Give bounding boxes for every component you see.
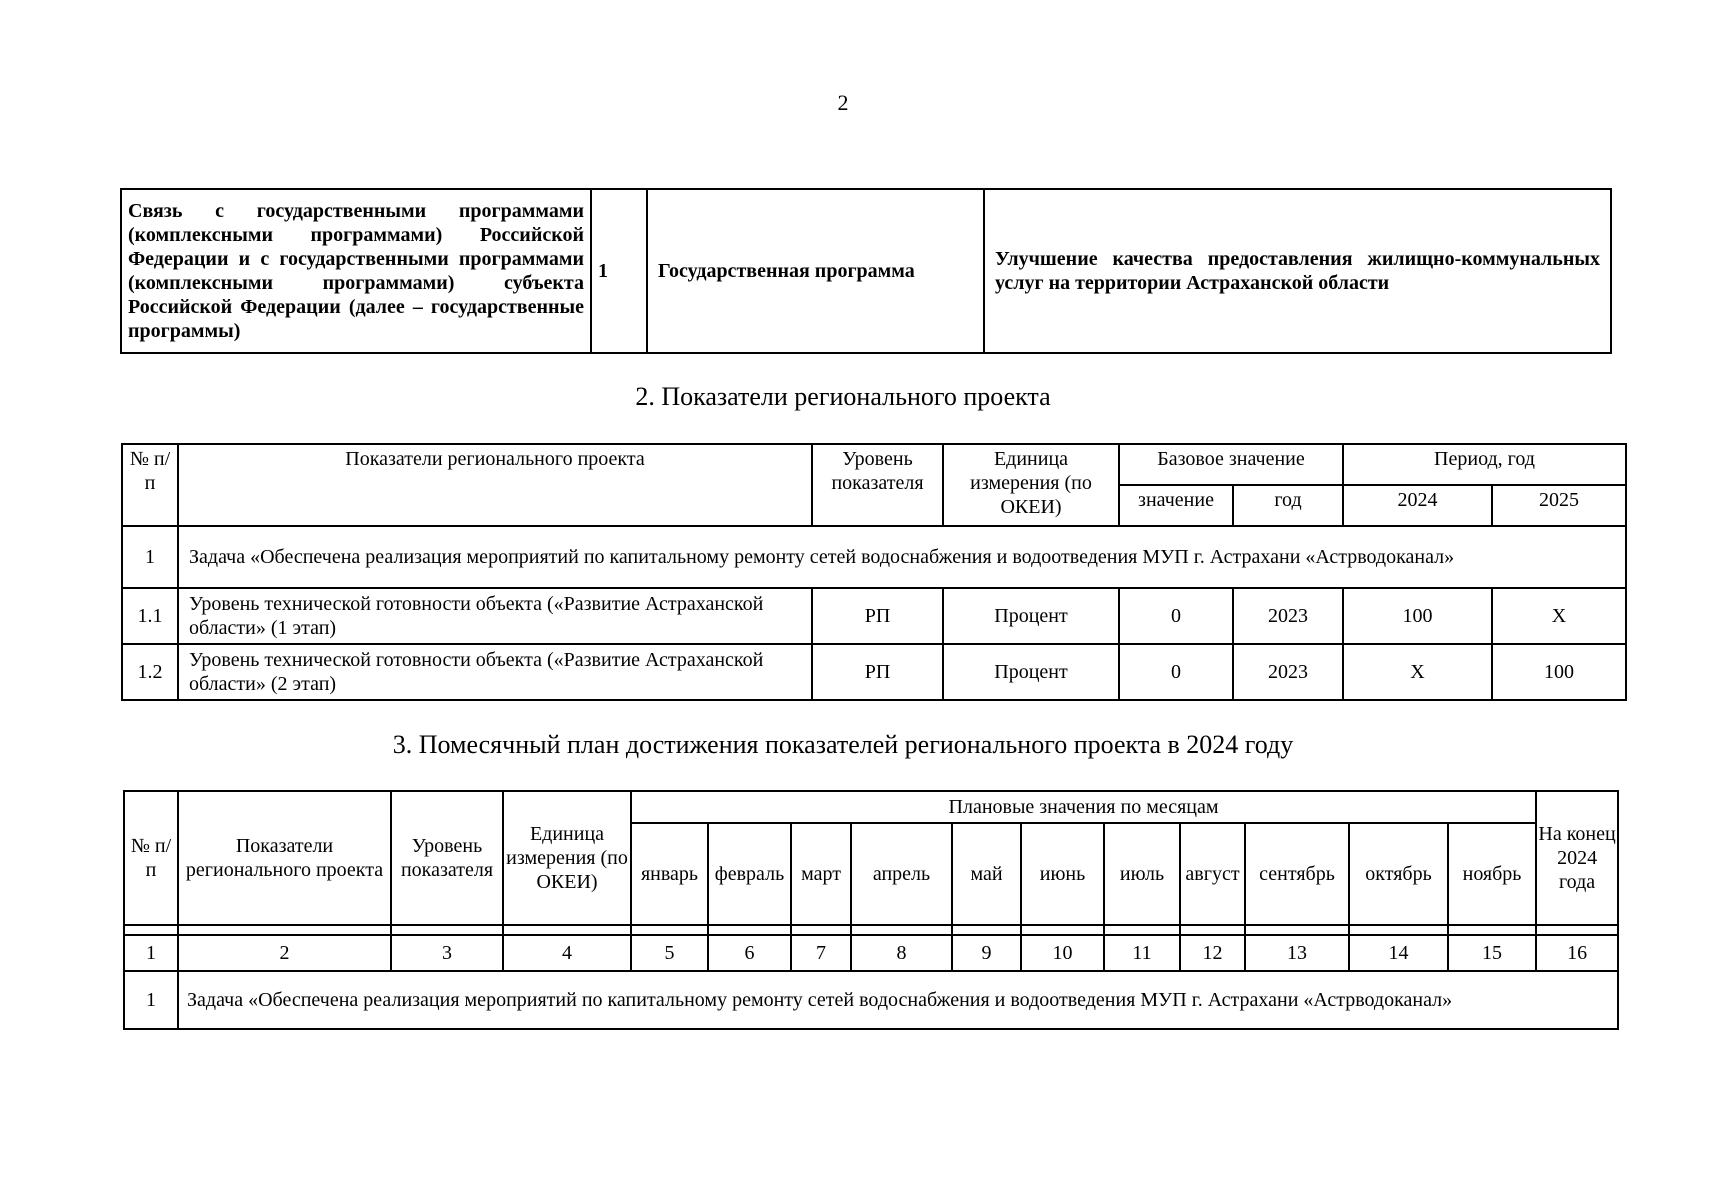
header-spacer-row bbox=[124, 925, 1618, 935]
indicator-num: 1.1 bbox=[122, 588, 178, 644]
column-number: 4 bbox=[503, 935, 631, 971]
task-num: 1 bbox=[122, 526, 178, 588]
column-number: 14 bbox=[1349, 935, 1448, 971]
header-base-value: значение bbox=[1119, 485, 1233, 526]
header-period: Период, год bbox=[1343, 444, 1626, 485]
header-level: Уровень показателя bbox=[812, 444, 943, 526]
indicator-name: Уровень технической готовности объекта («Развитие Астраханской области» (2 этап) bbox=[178, 644, 812, 700]
column-number: 5 bbox=[631, 935, 708, 971]
column-number: 15 bbox=[1448, 935, 1536, 971]
header-unit: Единица измерения (по ОКЕИ) bbox=[943, 444, 1119, 526]
links-program-cell: Улучшение качества предоставления жилищно-коммунальных услуг на территории Астраханской области bbox=[984, 189, 1611, 353]
month-august: август bbox=[1180, 823, 1245, 925]
column-number: 6 bbox=[708, 935, 791, 971]
column-number: 9 bbox=[952, 935, 1021, 971]
indicator-level: РП bbox=[812, 644, 943, 700]
month-october: октябрь bbox=[1349, 823, 1448, 925]
monthly-header-unit: Единица измерения (по ОКЕИ) bbox=[503, 791, 631, 925]
monthly-header-planned: Плановые значения по месяцам bbox=[631, 791, 1536, 823]
column-numbers-row bbox=[124, 935, 1618, 971]
section-2-heading: 2. Показатели регионального проекта bbox=[635, 382, 1051, 411]
month-july: июль bbox=[1104, 823, 1180, 925]
indicator-base-value: 0 bbox=[1119, 588, 1233, 644]
month-may: май bbox=[952, 823, 1021, 925]
column-number: 7 bbox=[791, 935, 851, 971]
indicator-unit: Процент bbox=[943, 644, 1119, 700]
column-number: 13 bbox=[1245, 935, 1349, 971]
links-number-cell: 1 bbox=[591, 189, 647, 353]
month-march: март bbox=[791, 823, 851, 925]
monthly-plan-table bbox=[123, 790, 1619, 1030]
page-number: 2 bbox=[837, 90, 849, 115]
monthly-task-text: Задача «Обеспечена реализация мероприятий по капитальному ремонту сетей водоснабжения и водоотведения МУП г. Астрахани «Астрводоканал» bbox=[178, 971, 1618, 1029]
indicator-num: 1.2 bbox=[122, 644, 178, 700]
header-2025: 2025 bbox=[1492, 485, 1626, 526]
header-base: Базовое значение bbox=[1119, 444, 1343, 485]
column-number: 16 bbox=[1536, 935, 1618, 971]
indicator-2025: 100 bbox=[1492, 644, 1626, 700]
indicators-header-row-1 bbox=[122, 444, 1626, 485]
indicator-row bbox=[122, 588, 1626, 644]
column-number: 11 bbox=[1104, 935, 1180, 971]
column-number: 2 bbox=[178, 935, 391, 971]
header-indicator: Показатели регионального проекта bbox=[178, 444, 812, 526]
indicators-table bbox=[121, 443, 1627, 701]
indicator-2025: Х bbox=[1492, 588, 1626, 644]
state-programs-link-table bbox=[120, 188, 1612, 354]
indicator-level: РП bbox=[812, 588, 943, 644]
indicator-2024: Х bbox=[1343, 644, 1492, 700]
monthly-task-row bbox=[124, 971, 1618, 1029]
header-base-year: год bbox=[1233, 485, 1343, 526]
monthly-task-num: 1 bbox=[124, 971, 178, 1029]
month-april: апрель bbox=[851, 823, 952, 925]
month-february: февраль bbox=[708, 823, 791, 925]
indicator-base-value: 0 bbox=[1119, 644, 1233, 700]
monthly-header-indicator: Показатели регионального проекта bbox=[178, 791, 391, 925]
month-june: июнь bbox=[1021, 823, 1104, 925]
section-3-heading: 3. Помесячный план достижения показателей регионального проекта в 2024 году bbox=[392, 730, 1294, 759]
column-number: 12 bbox=[1180, 935, 1245, 971]
indicator-row bbox=[122, 644, 1626, 700]
indicator-2024: 100 bbox=[1343, 588, 1492, 644]
column-number: 1 bbox=[124, 935, 178, 971]
month-november: ноябрь bbox=[1448, 823, 1536, 925]
state-programs-row bbox=[121, 189, 1611, 353]
month-september: сентябрь bbox=[1245, 823, 1349, 925]
column-number: 10 bbox=[1021, 935, 1104, 971]
column-number: 3 bbox=[391, 935, 503, 971]
monthly-header-row-1 bbox=[124, 791, 1618, 823]
column-number: 8 bbox=[851, 935, 952, 971]
task-text: Задача «Обеспечена реализация мероприятий по капитальному ремонту сетей водоснабжения и водоотведения МУП г. Астрахани «Астрводоканал» bbox=[178, 526, 1626, 588]
links-type-cell: Государственная программа bbox=[647, 189, 984, 353]
monthly-header-num: № п/п bbox=[124, 791, 178, 925]
header-num: № п/п bbox=[122, 444, 178, 526]
indicator-base-year: 2023 bbox=[1233, 588, 1343, 644]
indicator-unit: Процент bbox=[943, 588, 1119, 644]
month-january: январь bbox=[631, 823, 708, 925]
task-row bbox=[122, 526, 1626, 588]
indicator-name: Уровень технической готовности объекта («Развитие Астраханской области» (1 этап) bbox=[178, 588, 812, 644]
links-label-cell: Связь с государственными программами (комплексными программами) Российской Федерации и с государственными программами (комплексными программами) субъекта Российской Федерации (далее – государственные программы) bbox=[121, 189, 591, 353]
header-2024: 2024 bbox=[1343, 485, 1492, 526]
indicator-base-year: 2023 bbox=[1233, 644, 1343, 700]
monthly-header-level: Уровень показателя bbox=[391, 791, 503, 925]
monthly-header-end: На конец 2024 года bbox=[1536, 791, 1618, 925]
